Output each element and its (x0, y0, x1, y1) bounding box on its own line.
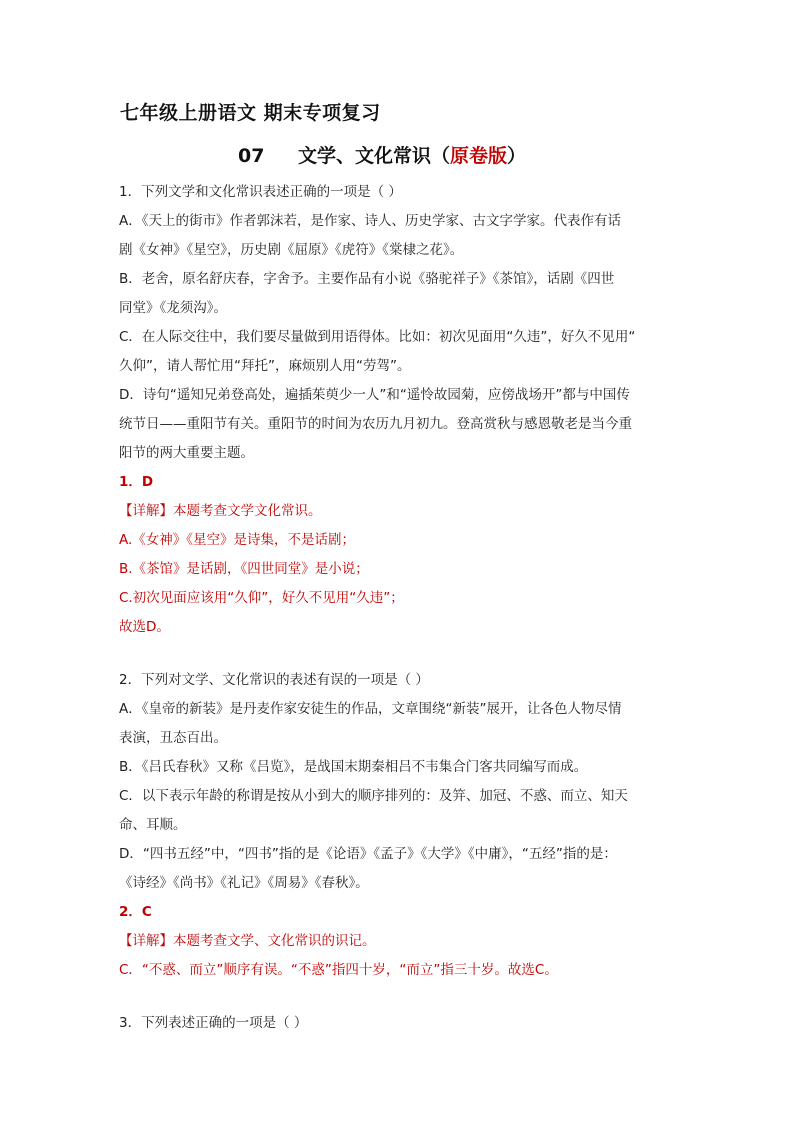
option-a: A．《天上的街市》作者郭沫若，是作家、诗人、历史学家、古文字学家。代表作有话 (119, 213, 621, 229)
subtitle-text: 文学、文化常识（ (298, 145, 451, 167)
option-d-cont: 统节日——重阳节有关。重阳节的时间为农历九月初九。登高赏秋与感恩敬老是当今重 (119, 416, 632, 432)
document-title: 七年级上册语文 期末专项复习 (120, 102, 381, 124)
question-stem: 2．下列对文学、文化常识的表述有误的一项是（ ） (119, 672, 429, 688)
option-a-cont: 表演，丑态百出。 (119, 730, 227, 746)
option-b: B．《吕氏春秋》又称《吕览》，是战国末期秦相吕不韦集合门客共同编写而成。 (119, 759, 588, 775)
question-list (119, 178, 679, 1038)
explanation (119, 927, 679, 956)
option-c-cont: 久仰”，请人帮忙用“拜托”，麻烦别人用“劳驾”。 (119, 358, 411, 374)
question-stem: 3．下列表述正确的一项是（ ） (119, 1015, 308, 1031)
question-stem: 1．下列文学和文化常识表述正确的一项是（ ） (119, 184, 402, 200)
option-a: A．《皇帝的新装》是丹麦作家安徒生的作品，文章围绕“新装”展开，让各色人物尽情 (119, 701, 622, 717)
spacer (119, 642, 679, 666)
answer (119, 898, 679, 927)
question-2 (119, 666, 679, 985)
option-b: B．老舍，原名舒庆春，字舍予。主要作品有小说《骆驼祥子》《茶馆》，话剧《四世 (119, 271, 615, 287)
document-subtitle (238, 141, 526, 168)
option-c-cont: 命、耳顺。 (119, 817, 187, 833)
answer-text: 2．C (119, 904, 152, 920)
explanation-tag: 【详解】 (119, 503, 173, 519)
answer (119, 468, 679, 497)
explanation-line: B.《茶馆》是话剧，《四世同堂》是小说； (119, 561, 369, 577)
question-3 (119, 1009, 679, 1038)
spacer (119, 985, 679, 1009)
explanation-line: C．“不惑、而立”顺序有误。“不惑”指四十岁，“而立”指三十岁。故选C。 (119, 962, 558, 978)
explanation-text: 本题考查文学、文化常识的识记。 (173, 933, 376, 949)
explanation-line: 故选D。 (119, 619, 170, 635)
answer-text: 1．D (119, 474, 154, 490)
option-d: D．“四书五经”中，“四书”指的是《论语》《孟子》《大学》《中庸》，“五经”指的是： (119, 846, 617, 862)
option-c: C．以下表示年龄的称谓是按从小到大的顺序排列的：及笄、加冠、不惑、而立、知天 (119, 788, 628, 804)
question-1 (119, 178, 679, 642)
subtitle-close: ） (507, 145, 527, 167)
option-b-cont: 同堂》《龙须沟》。 (119, 300, 227, 316)
subtitle-number: 07 (238, 145, 265, 167)
option-a-cont: 剧《女神》《星空》，历史剧《屈原》《虎符》《棠棣之花》。 (119, 242, 464, 258)
explanation-line: A.《女神》《星空》是诗集，不是话剧； (119, 532, 356, 548)
subtitle-version: 原卷版 (450, 145, 508, 167)
option-d: D．诗句“遥知兄弟登高处，遍插茱萸少一人”和“遥怜故园菊，应傍战场开”都与中国传 (119, 387, 630, 403)
explanation-text: 本题考查文学文化常识。 (173, 503, 322, 519)
option-d-cont2: 阳节的两大重要主题。 (119, 445, 254, 461)
explanation-line: C.初次见面应该用“久仰”，好久不见用“久违”； (119, 590, 404, 606)
explanation (119, 497, 679, 526)
option-d-cont: 《诗经》《尚书》《礼记》《周易》《春秋》。 (119, 875, 369, 891)
option-c: C．在人际交往中，我们要尽量做到用语得体。比如：初次见面用“久违”，好久不见用“ (119, 329, 636, 345)
explanation-tag: 【详解】 (119, 933, 173, 949)
